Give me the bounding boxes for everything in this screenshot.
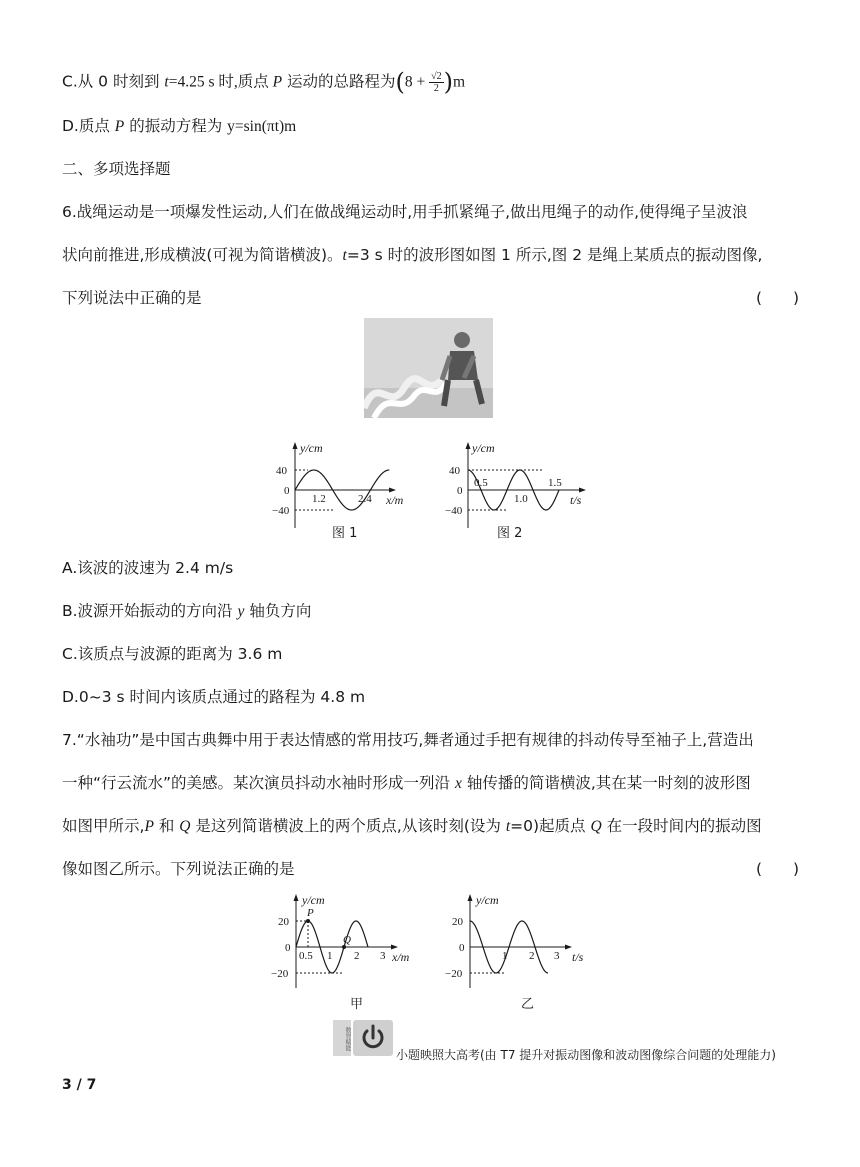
battle-rope-photo [364,318,493,418]
q7-stem-3c: 是这列简谐横波上的两个质点,从该时刻(设为 [190,817,506,835]
q5-unit: m [453,73,466,91]
q6-stem-line2 [62,243,762,265]
q6-option-b-post: 轴负方向 [244,602,312,620]
figB-y-arrow [468,894,473,901]
figure-jia-wave-chart [268,890,428,1000]
q5-frac-den: 2 [433,82,439,94]
figB-tick-m20: −20 [445,968,463,980]
q7-stem-3b: 和 [153,817,180,835]
q5-option-c-pre: C.从 0 时刻到 [62,72,165,91]
fig1-caption: 图 1 [332,526,358,541]
q7-stem-3e: 在一段时间内的振动图 [601,817,762,835]
q6-answer-paren: ( ) [756,289,800,307]
q6-stem-line3: 下列说法中正确的是 [62,289,202,307]
open-paren: ( [395,68,405,96]
q5-option-d-mid: 的振动方程为 [124,117,228,135]
q6-option-b [62,599,311,621]
figA-tick-3: 3 [380,950,386,962]
q7-stem-q2: Q [590,818,602,835]
power-icon-svg [353,1020,393,1056]
badge-text: 数智赋能 [344,1027,351,1051]
figA-tick-05: 0.5 [299,950,313,962]
close-paren: ) [443,68,454,96]
q5-option-d-eq: y=sin(πt)m [227,118,297,135]
q7-stem-2a: 一种“行云流水”的美感。某次演员抖动水袖时形成一列沿 [62,774,455,792]
fig2-caption: 图 2 [497,526,523,541]
figA-label-p: P [307,907,314,919]
fig1-y-arrow [293,442,298,449]
q5-option-c-mid: =4.25 s 时,质点 [168,73,273,91]
fig2-tick-x2: 1.0 [514,493,528,505]
fig1-tick-x1: 1.2 [312,493,326,505]
q6-option-a: A.该波的波速为 2.4 m/s [62,559,234,577]
figB-tick-1: 1 [502,950,508,962]
q7-stem-3a: 如图甲所示, [62,817,145,835]
q5-option-c-post: 运动的总路程为 [282,72,396,91]
q5-frac-num: √2 [431,70,442,82]
figA-tick-2: 2 [354,950,360,962]
section-title: 二、多项选择题 [62,160,171,178]
q6-stem-t: t [342,247,347,264]
q6-stem-2a: 状向前推进,形成横波(可视为简谐横波)。 [62,246,343,264]
figA-y-arrow [294,894,299,901]
figA-label-q: Q [343,934,351,946]
page-number: 3 / 7 [62,1077,97,1093]
q5-option-d [62,114,296,136]
figA-ylabel: y/cm [302,893,325,907]
q6-option-b-pre: B.波源开始振动的方向沿 [62,602,238,620]
q7-stem-line1: 7.“水袖功”是中国古典舞中用于表达情感的常用技巧,舞者通过手把有规律的抖动传导至袖子上,营造出 [62,731,754,749]
figB-tick-0: 0 [459,942,465,954]
q7-stem-line4: 像如图乙所示。下列说法正确的是 [62,860,295,878]
figA-xlabel: x/m [392,950,410,964]
q7-stem-q: Q [179,818,191,835]
fig2-ylabel: y/cm [472,441,495,455]
point-p-marker [306,919,310,923]
figB-ylabel: y/cm [476,893,499,907]
fig2-tick-0: 0 [457,485,463,497]
q5-option-c-t: t [164,73,169,91]
fig2-y-arrow [466,442,471,449]
power-icon[interactable] [353,1020,393,1056]
fig1-ylabel: y/cm [300,441,323,455]
fig2-tick-x3: 1.5 [548,477,562,489]
q5-expr: 8 + [404,73,430,91]
q7-stem-line3 [62,814,762,836]
q7-stem-3d: =0)起质点 [510,817,591,835]
q7-stem-line2 [62,771,751,793]
fig2-tick-x1: 0.5 [474,477,488,489]
figB-tick-3: 3 [554,950,560,962]
q7-stem-t: t [505,818,511,835]
digital-empower-badge[interactable] [333,1020,393,1056]
figB-x-arrow [565,945,572,950]
figA-caption: 甲 [350,997,364,1012]
q7-answer-paren: ( ) [756,860,800,878]
figA-tick-m20: −20 [271,968,289,980]
q5-option-d-pre: D.质点 [62,117,115,135]
badge-label [333,1020,351,1056]
q6-stem-line1: 6.战绳运动是一项爆发性运动,人们在做战绳运动时,用手抓紧绳子,做出甩绳子的动作,使得绳子呈波浪 [62,203,748,221]
fig2-tick-m40: −40 [445,505,463,517]
fig1-tick-x2: 2.4 [358,493,372,505]
figB-tick-20: 20 [452,916,463,928]
battle-rope-illustration [364,318,493,418]
fig1-tick-m40: −40 [272,505,290,517]
fig1-xlabel: x/m [386,493,404,507]
q7-stem-2b: 轴传播的简谐横波,其在某一时刻的波形图 [461,774,751,792]
figA-tick-20: 20 [278,916,289,928]
q5-option-d-p: P [114,118,125,135]
fig2-x-arrow [579,488,586,493]
q6-option-d: D.0~3 s 时间内该质点通过的路程为 4.8 m [62,688,366,706]
figure-yi-vibration-chart [444,890,604,1000]
fig1-tick-40: 40 [276,465,287,477]
q6-option-b-y: y [237,603,245,620]
figB-caption: 乙 [521,997,535,1012]
q5-option-c [62,68,465,96]
figB-tick-2: 2 [529,950,535,962]
q7-source-note: 小题映照大高考(由 T7 提升对振动图像和波动图像综合问题的处理能力) [396,1048,776,1062]
fig1-x-arrow [389,488,396,493]
figA-tick-0: 0 [285,942,291,954]
fig1-tick-0: 0 [284,485,290,497]
q5-fraction [429,71,444,94]
fig2-xlabel: t/s [570,493,582,507]
figA-tick-1: 1 [327,950,333,962]
q6-stem-2b: =3 s 时的波形图如图 1 所示,图 2 是绳上某质点的振动图像, [346,246,763,264]
figA-x-arrow [391,945,398,950]
q6-option-c: C.该质点与波源的距离为 3.6 m [62,645,283,663]
figB-xlabel: t/s [572,950,584,964]
q5-option-c-p: P [272,73,283,91]
q7-stem-x: x [455,775,462,792]
fig2-tick-40: 40 [449,465,460,477]
q7-stem-p: P [144,818,154,835]
